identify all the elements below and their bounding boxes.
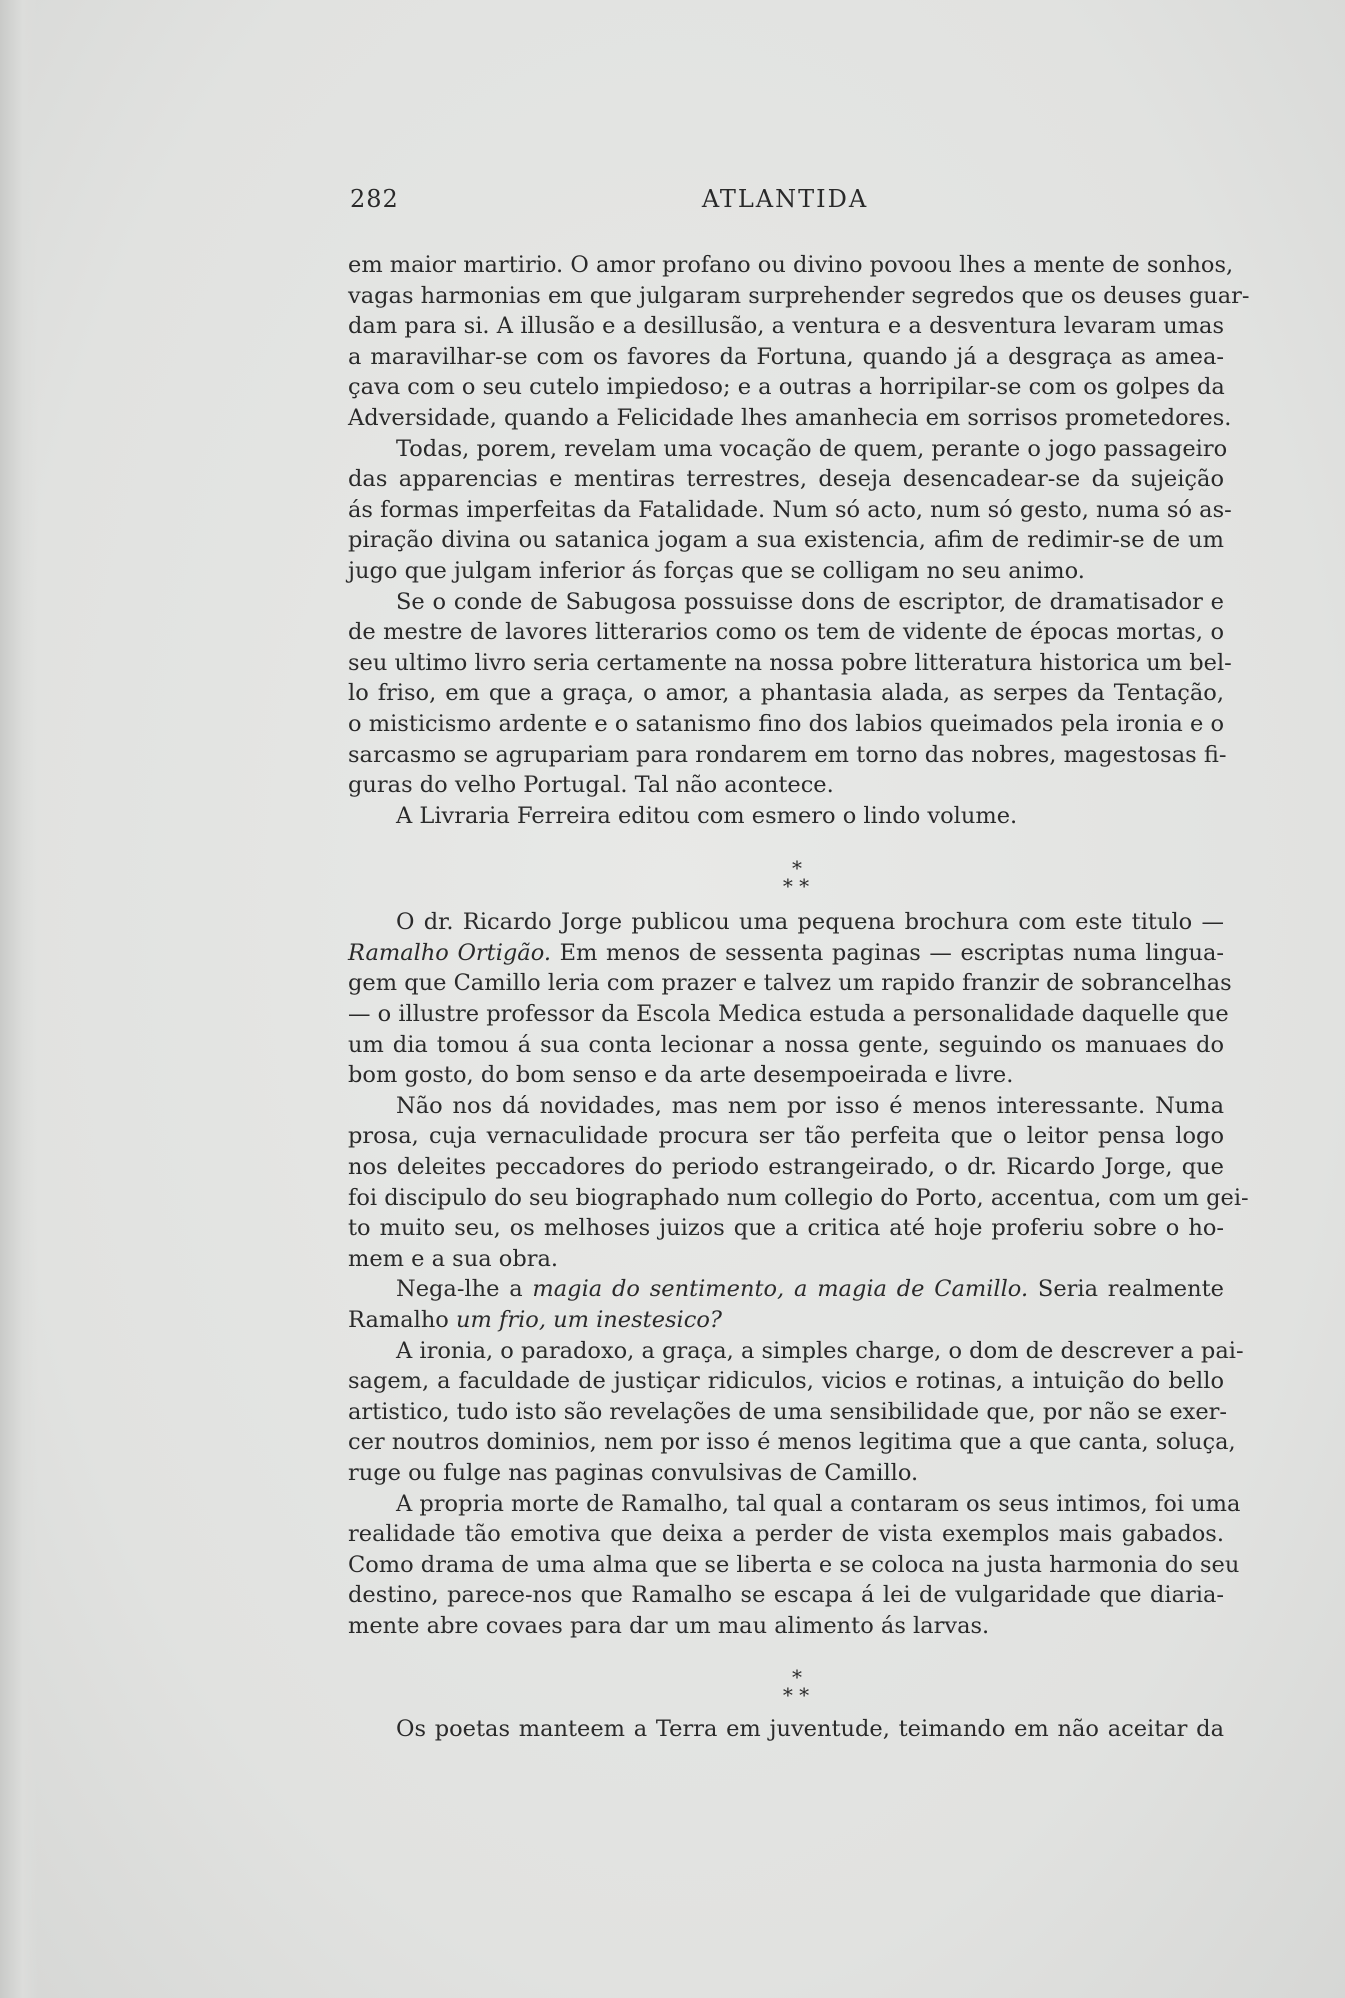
text-line: Adversidade, quando a Felicidade lhes amanhecia em sorrisos prometedores. (348, 404, 1232, 431)
paragraph (348, 801, 1224, 832)
text-line: prosa, cuja vernaculidade procura ser tão perfeita que o leitor pensa logo (348, 1123, 1224, 1150)
text-line: Ramalho Ortigão. Em menos de sessenta paginas — escriptas numa lingua- (348, 939, 1224, 966)
paragraph (348, 1274, 1224, 1335)
text-line: bom gosto, do bom senso e da arte desempoeirada e livre. (348, 1062, 1014, 1089)
text-line: foi discipulo do seu biographado num collegio do Porto, accentua, com um gei- (348, 1184, 1249, 1211)
text-line: to muito seu, os melhoses juizos que a critica até hoje proferiu sobre o ho- (348, 1215, 1224, 1242)
text-line: mem e a sua obra. (348, 1245, 559, 1272)
section-asterism: * (792, 1664, 800, 1689)
text-line: gem que Camillo leria com prazer e talvez um rapido franzir de sobrancelhas (348, 970, 1232, 997)
paragraph (348, 1714, 1224, 1745)
text-line: piração divina ou satanica jogam a sua existencia, afim de redimir-se de um (348, 527, 1224, 554)
text-line: cer noutros dominios, nem por isso é menos legitima que a que canta, soluça, (348, 1429, 1236, 1456)
article-body (348, 250, 1250, 1744)
page-header (350, 185, 1220, 221)
text-line: guras do velho Portugal. Tal não acontece. (348, 772, 834, 799)
text-line: sarcasmo se agrupariam para rondarem em torno das nobres, magestosas fi- (348, 741, 1227, 768)
text-line: ás formas imperfeitas da Fatalidade. Num só acto, num só gesto, numa só as- (348, 496, 1232, 523)
text-line: lo friso, em que a graça, o amor, a phantasia alada, as serpes da Tentação, (348, 680, 1224, 707)
text-line: o misticismo ardente e o satanismo fino dos labios queimados pela ironia e o (348, 710, 1224, 737)
text-line: artistico, tudo isto são revelações de uma sensibilidade que, por não se exer- (348, 1398, 1227, 1425)
text-line: um dia tomou á sua conta lecionar a nossa gente, seguindo os manuaes do (348, 1031, 1224, 1058)
text-line: mente abre covaes para dar um mau alimento ás larvas. (348, 1612, 990, 1639)
text-line: a maravilhar-se com os favores da Fortuna, quando já a desgraça as amea- (348, 343, 1224, 370)
text-line: Nega-lhe a magia do sentimento, a magia de Camillo. Seria realmente (396, 1276, 1224, 1303)
text-line: A ironia, o paradoxo, a graça, a simples charge, o dom de descrever a pai- (396, 1337, 1244, 1364)
text-line: ruge ou fulge nas paginas convulsivas de Camillo. (348, 1459, 919, 1486)
paragraph (348, 907, 1232, 1091)
text-line: de mestre de lavores litterarios como os tem de vidente de épocas mortas, o (348, 619, 1224, 646)
book-title: Ramalho Ortigão. (348, 939, 552, 966)
text-line: nos deleites peccadores do periodo estrangeirado, o dr. Ricardo Jorge, que (348, 1154, 1224, 1181)
running-title: ATLANTIDA (701, 185, 869, 213)
paragraph (348, 434, 1232, 587)
text-line: Se o conde de Sabugosa possuisse dons de escriptor, de dramatisador e (396, 588, 1224, 615)
paragraph (348, 1489, 1241, 1642)
text-line: A Livraria Ferreira editou com esmero o lindo volume. (396, 802, 1018, 829)
asterism-bottom: * * (782, 1682, 810, 1707)
text-line: sagem, a faculdade de justiçar ridiculos, vicios e rotinas, a intuição do bello (348, 1368, 1224, 1395)
text-line: das apparencias e mentiras terrestres, deseja desencadear-se da sujeição (348, 466, 1224, 493)
text-line: destino, parece-nos que Ramalho se escapa á lei de vulgaridade que diaria- (348, 1582, 1224, 1609)
text-line: realidade tão emotiva que deixa a perder de vista exemplos mais gabados. (348, 1521, 1224, 1548)
paragraph (348, 1336, 1244, 1489)
text-line: Não nos dá novidades, mas nem por isso é menos interessante. Numa (396, 1092, 1224, 1119)
text-line: seu ultimo livro seria certamente na nossa pobre litteratura historica um bel- (348, 649, 1232, 676)
text-line: Como drama de uma alma que se liberta e se coloca na justa harmonia do seu (348, 1551, 1240, 1578)
asterism-bottom: * * (782, 874, 810, 899)
text-line: çava com o seu cutelo impiedoso; e a outras a horripilar-se com os golpes da (348, 374, 1225, 401)
paragraph (348, 1091, 1249, 1275)
text-line: vagas harmonias em que julgaram surprehender segredos que os deuses guar- (348, 282, 1250, 309)
text-line: O dr. Ricardo Jorge publicou uma pequena brochura com este titulo — (396, 909, 1224, 936)
text-line: em maior martirio. O amor profano ou divino povoou lhes a mente de sonhos, (348, 252, 1234, 278)
text-line: jugo que julgam inferior ás forças que se colligam no seu animo. (348, 557, 1085, 584)
paragraph (348, 587, 1232, 801)
paragraph (348, 250, 1250, 434)
text-line: — o illustre professor da Escola Medica estuda a personalidade daquelle que (348, 1001, 1229, 1028)
text-line: Os poetas manteem a Terra em juventude, teimando em não aceitar da (396, 1715, 1224, 1742)
text-line: Ramalho um frio, um inestesico? (348, 1307, 722, 1333)
page-number: 282 (350, 185, 399, 213)
text-line: A propria morte de Ramalho, tal qual a contaram os seus intimos, foi uma (396, 1490, 1241, 1517)
page-binding-shadow (0, 0, 38, 1998)
text-line: dam para si. A illusão e a desillusão, a ventura e a desventura levaram umas (348, 313, 1224, 340)
text-line: Todas, porem, revelam uma vocação de quem, perante o jogo passageiro (396, 435, 1228, 462)
section-asterism: * (792, 856, 800, 881)
